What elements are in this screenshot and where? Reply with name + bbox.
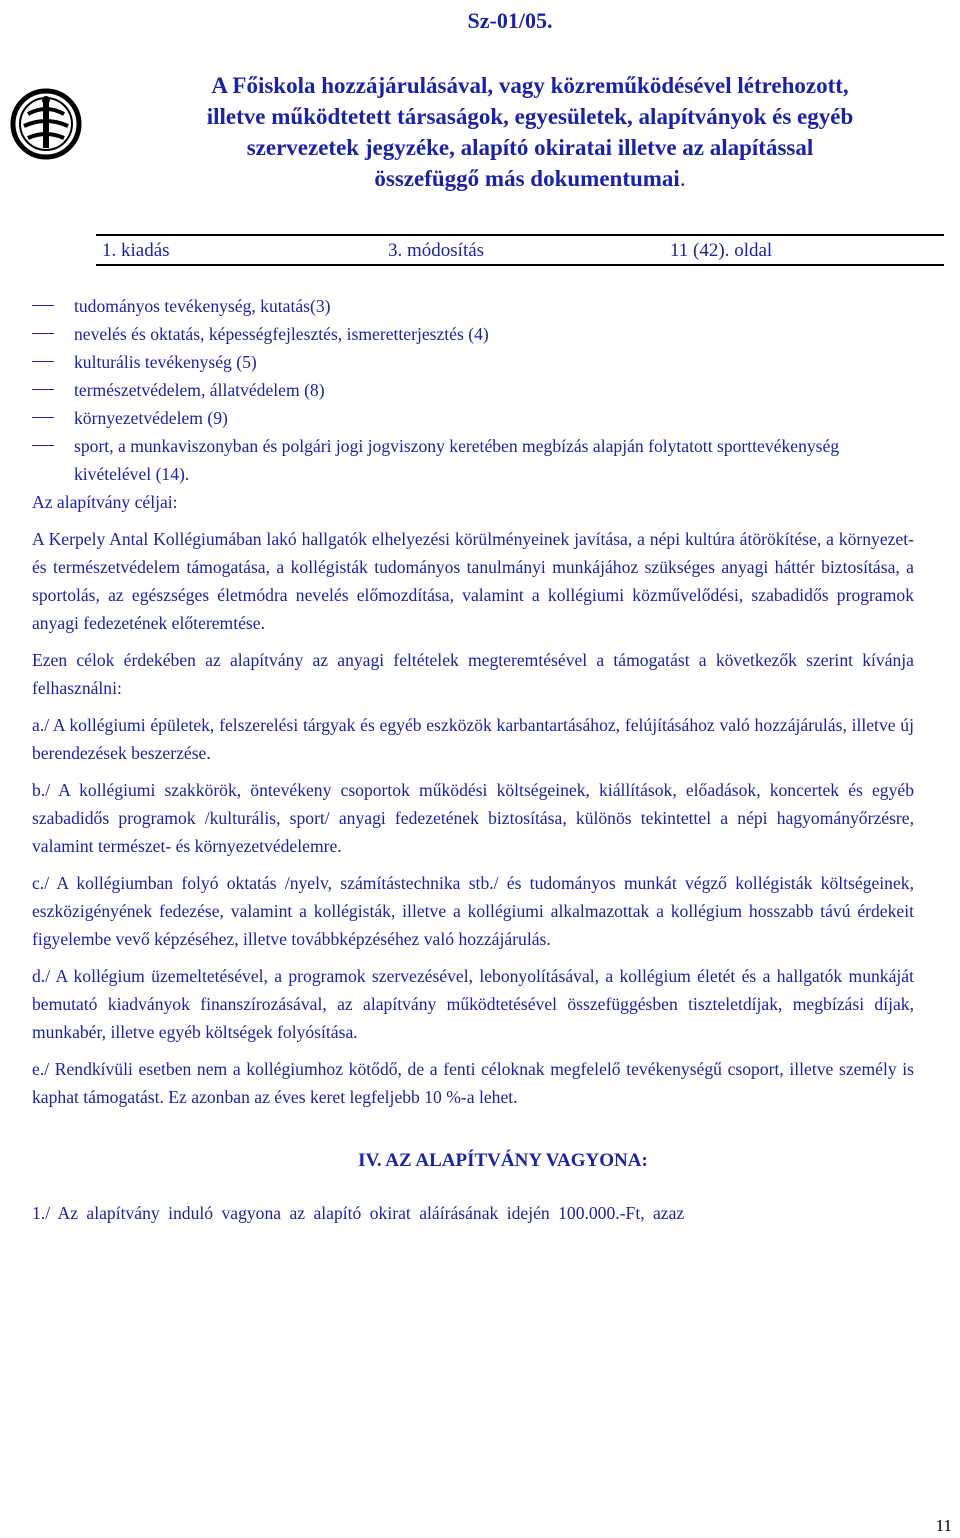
list-item — [32, 432, 914, 488]
document-body — [32, 292, 914, 1227]
dash-icon — [32, 445, 54, 446]
assets-paragraph: 1./ Az alapítvány induló vagyona az alapító okirat aláírásának idején 100.000.-Ft, azaz — [32, 1203, 685, 1223]
item-b: b./ A kollégiumi szakkörök, öntevékeny csoportok működési költségeinek, kiállítások, előadások, koncertek és egyéb szabadidős programok /kulturális, sport/ anyagi fedezetének biztosítása, különös tekintettel a népi hagyományőrzésre, valamint természet- és környezetvédelemre. — [32, 780, 914, 856]
item-a: a./ A kollégiumi épületek, felszerelési tárgyak és egyéb eszközök karbantartásához, felújításához való hozzájárulás, illetve új berendezések beszerzése. — [32, 715, 914, 763]
title-line: A Főiskola hozzájárulásával, vagy közreműködésével létrehozott, — [211, 73, 849, 98]
dash-icon — [32, 389, 54, 390]
support-intro: Ezen célok érdekében az alapítvány az anyagi feltételek megteremtésével a támogatást a következők szerint kívánja felhasználni: — [32, 650, 914, 698]
dash-icon — [32, 333, 54, 334]
list-item — [32, 292, 914, 320]
list-item-text: természetvédelem, állatvédelem (8) — [74, 380, 325, 400]
list-item-text: kulturális tevékenység (5) — [74, 352, 257, 372]
page-number: 11 — [935, 1516, 952, 1535]
document-title — [110, 70, 950, 194]
list-item-text: nevelés és oktatás, képességfejlesztés, ismeretterjesztés (4) — [74, 324, 489, 344]
section-heading: IV. AZ ALAPÍTVÁNY VAGYONA: — [358, 1150, 648, 1171]
title-line: szervezetek jegyzéke, alapító okiratai illetve az alapítással — [246, 135, 814, 160]
edition-label: 1. kiadás — [102, 240, 170, 261]
dash-icon — [32, 361, 54, 362]
dash-icon — [32, 305, 54, 306]
list-item — [32, 376, 914, 404]
dash-icon — [32, 417, 54, 418]
modification-label: 3. módosítás — [388, 240, 485, 261]
header-rule-bottom — [96, 264, 944, 266]
list-item — [32, 348, 914, 376]
activity-list — [32, 292, 914, 488]
list-item-text: tudományos tevékenység, kutatás(3) — [74, 296, 331, 316]
title-end: . — [679, 166, 686, 191]
document-code: Sz-01/05. — [467, 8, 553, 33]
page-info: 11 (42). oldal — [670, 240, 773, 261]
list-item-text: sport, a munkaviszonyban és polgári jogi jogviszony keretében megbízás alapján folytatott sporttevékenység kivételével (14). — [74, 436, 840, 484]
item-e: e./ Rendkívüli esetben nem a kollégiumhoz kötődő, de a fenti céloknak megfelelő tevékenységű csoport, illetve személy is kaphat támogatást. Ez azonban az éves keret legfeljebb 10 %-a lehet. — [32, 1059, 914, 1107]
list-item — [32, 404, 914, 432]
list-item-text: környezetvédelem (9) — [74, 408, 228, 428]
goals-paragraph: A Kerpely Antal Kollégiumában lakó hallgatók elhelyezési körülményeinek javítása, a népi kultúra átörökítése, a környezet- és természetvédelem támogatása, a kollégisták tudományos tanulmányi munkájához szükséges anyagi háttér biztosítása, a sportolás, az egészséges életmódra nevelés előmozdítása, valamint a kollégiumi közművelődési, szabadidős programok anyagi fedezetének előteremtése. — [32, 529, 914, 633]
header-rule-top — [96, 234, 944, 236]
item-c: c./ A kollégiumban folyó oktatás /nyelv, számítástechnika stb./ és tudományos munkát végző kollégisták költségeinek, eszközigényének fedezése, valamint a kollégisták, illetve a kollégiumi alkalmazottak a kollégium hosszabb távú érdekeit figyelembe vevő képzéséhez, illetve továbbképzéséhez való hozzájárulás. — [32, 873, 914, 949]
institution-logo — [10, 86, 82, 162]
title-line: illetve működtetett társaságok, egyesületek, alapítványok és egyéb — [206, 104, 854, 129]
item-d: d./ A kollégium üzemeltetésével, a programok szervezésével, lebonyolításával, a kollégium életét és a hallgatók munkáját bemutató kiadványok finanszírozásával, az alapítvány működtetésével összefüggésben tiszteletdíjak, megbízási díjak, munkabér, illetve egyéb költségek folyósítása. — [32, 966, 914, 1042]
title-line-text: összefüggő más dokumentumai — [374, 166, 680, 191]
goals-label: Az alapítvány céljai: — [32, 492, 178, 512]
list-item — [32, 320, 914, 348]
title-line — [110, 163, 950, 194]
